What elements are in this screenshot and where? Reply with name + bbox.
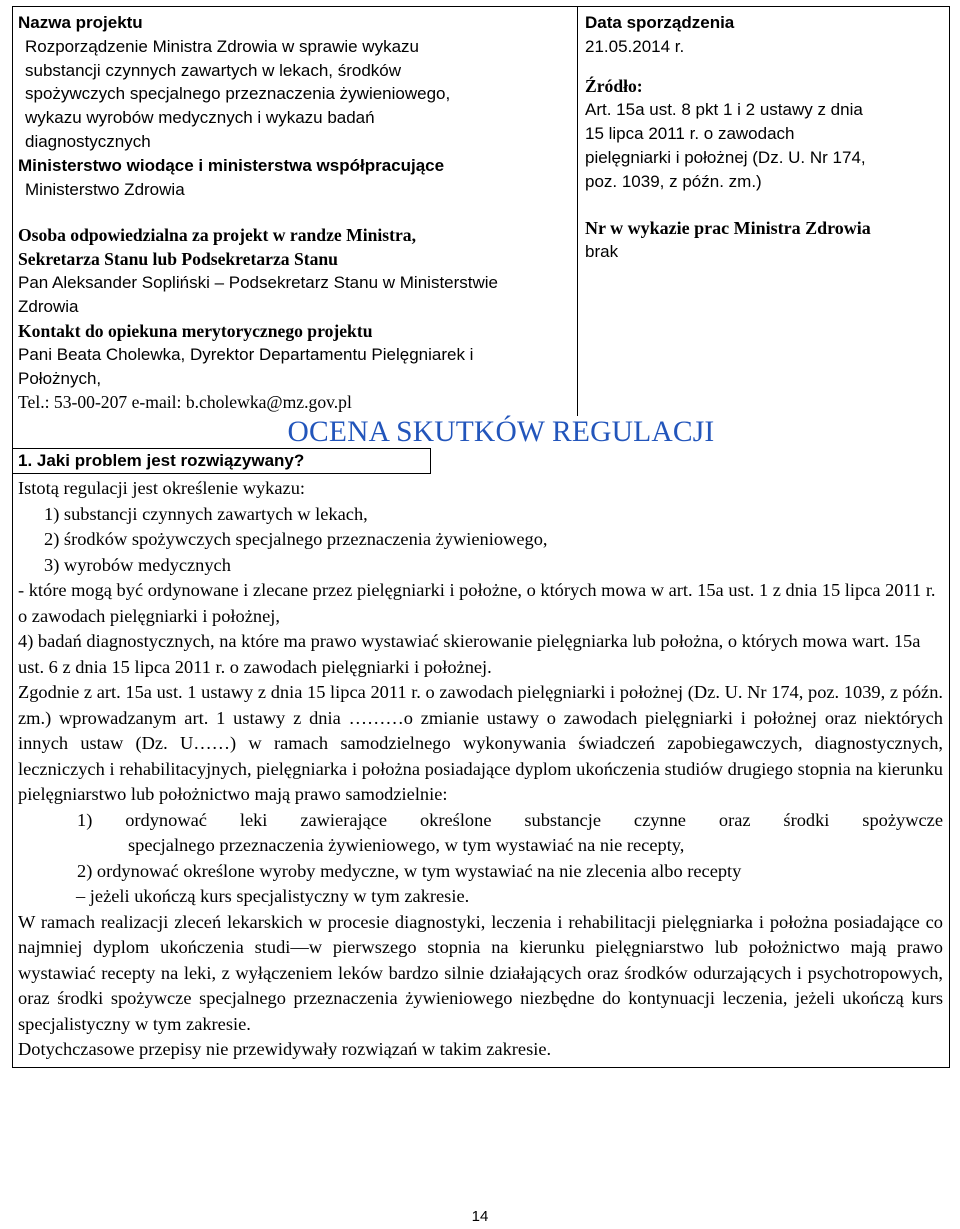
zrodlo-line: poz. 1039, z późn. zm.) bbox=[585, 171, 762, 191]
list-item-continuation: – jeżeli ukończą kurs specjalistyczny w tym zakresie. bbox=[76, 886, 470, 907]
paragraph: Zgodnie z art. 15a ust. 1 ustawy z dnia 15 lipca 2011 r. o zawodach pielęgniarki i położnej (Dz. U. Nr 174, poz. 1039, z późn. zm.) wprowadzanym art. 1 ustawy z dnia ………o zmianie ustawy o zawodach pielęgniarki i położnej oraz niektórych innych ustaw (Dz. U……) w ramach samodzielnego wykonywania świadczeń zapobiegawczych, diagnostycznych, leczniczych i rehabilitacyjnych, pielęgniarka i położna posiadające dyplom ukończenia studiów drugiego stopnia na kierunku pielęgniarstwo lub położnictwo mają prawo samodzielnie: bbox=[18, 682, 943, 805]
kontakt-line: Tel.: 53-00-207 e-mail: b.cholewka@mz.gov.pl bbox=[18, 391, 352, 412]
nazwa-value bbox=[18, 35, 577, 154]
osoba-label-line: Sekretarza Stanu lub Podsekretarza Stanu bbox=[18, 249, 338, 270]
kontakt-line: Położnych, bbox=[18, 368, 102, 388]
list-item-continuation: specjalnego przeznaczenia żywieniowego, w tym wystawiać na nie recepty, bbox=[128, 835, 685, 856]
answer-body bbox=[13, 474, 949, 1067]
page-number: 14 bbox=[471, 1208, 489, 1225]
list-item: 1) substancji czynnych zawartych w lekach, bbox=[44, 503, 368, 524]
list-item: 3) wyrobów medycznych bbox=[44, 554, 231, 575]
kontakt-value bbox=[18, 343, 577, 414]
nazwa-label: Nazwa projektu bbox=[18, 13, 143, 32]
list-item: 2) ordynować określone wyroby medyczne, w tym wystawiać na nie zlecenia albo recepty bbox=[77, 860, 742, 881]
osoba-label bbox=[18, 223, 577, 271]
list-item: 1) ordynować leki zawierające określone substancje czynne oraz środki spożywcze bbox=[77, 809, 943, 830]
nazwa-line: spożywczych specjalnego przeznaczenia żywieniowego, bbox=[25, 84, 451, 104]
kontakt-label: Kontakt do opiekuna merytorycznego projektu bbox=[18, 320, 373, 341]
data-label: Data sporządzenia bbox=[585, 13, 735, 32]
nazwa-line: Rozporządzenie Ministra Zdrowia w sprawie wykazu bbox=[25, 36, 419, 56]
osoba-value-line: Pan Aleksander Sopliński – Podsekretarz Stanu w Ministerstwie bbox=[18, 273, 499, 293]
nazwa-line: substancji czynnych zawartych w lekach, środków bbox=[25, 60, 402, 80]
ministerstwa-label: Ministerstwo wiodące i ministerstwa współpracujące bbox=[18, 155, 445, 175]
paragraph: W ramach realizacji zleceń lekarskich w procesie diagnostyki, leczenia i rehabilitacji pielęgniarka i położna posiadające co najmniej dyplom ukończenia studi—w pierwszego stopnia na kierunku pielęgniarstwo lub położnictwo mają prawo wystawiać recepty na leki, z wyłączeniem leków bardzo silnie działających oraz środków odurzających i psychotropowych, oraz środki spożywcze specjalnego przeznaczenia żywieniowego niezbędne do kontynuacji leczenia, jeżeli ukończą kurs specjalistyczny w tym zakresie. bbox=[18, 911, 943, 1034]
nr-label: Nr w wykazie prac Ministra Zdrowia bbox=[585, 217, 871, 238]
kontakt-line: Pani Beata Cholewka, Dyrektor Departamentu Pielęgniarek i bbox=[18, 344, 474, 364]
zrodlo-label: Źródło: bbox=[585, 75, 643, 96]
osoba-value-line: Zdrowia bbox=[18, 297, 79, 317]
section-title: OCENA SKUTKÓW REGULACJI bbox=[287, 416, 715, 449]
nr-value: brak bbox=[585, 241, 619, 261]
zrodlo-value bbox=[585, 98, 943, 193]
question-row bbox=[13, 448, 949, 474]
zrodlo-line: pielęgniarki i położnej (Dz. U. Nr 174, bbox=[585, 147, 866, 167]
zrodlo-line: 15 lipca 2011 r. o zawodach bbox=[585, 124, 795, 144]
list-item: 2) środków spożywczych specjalnego przeznaczenia żywieniowego, bbox=[44, 529, 548, 550]
paragraph: 4) badań diagnostycznych, na które ma prawo wystawiać skierowanie pielęgniarka lub położna, o których mowa wart. 15a ust. 6 z dnia 15 lipca 2011 r. o zawodach pielęgniarki i położnej. bbox=[18, 631, 921, 677]
data-value: 21.05.2014 r. bbox=[585, 36, 685, 56]
nazwa-line: wykazu wyrobów medycznych i wykazu badań bbox=[25, 108, 375, 128]
ocena-table bbox=[12, 6, 950, 1068]
header-right-cell bbox=[578, 7, 949, 416]
paragraph: - które mogą być ordynowane i zlecane przez pielęgniarki i położne, o których mowa w art. 15a ust. 1 z dnia 15 lipca 2011 r. o zawodach pielęgniarki i położnej, bbox=[18, 580, 936, 626]
intro-text: Istotą regulacji jest określenie wykazu: bbox=[18, 478, 305, 499]
osoba-value bbox=[18, 271, 577, 319]
osoba-label-line: Osoba odpowiedzialna za projekt w randze Ministra, bbox=[18, 225, 416, 246]
paragraph: Dotychczasowe przepisy nie przewidywały rozwiązań w takim zakresie. bbox=[18, 1039, 552, 1060]
zrodlo-line: Art. 15a ust. 8 pkt 1 i 2 ustawy z dnia bbox=[585, 100, 863, 120]
header-left-cell bbox=[13, 7, 578, 416]
header-row bbox=[13, 7, 949, 416]
nazwa-line: diagnostycznych bbox=[25, 131, 151, 151]
question-heading: 1. Jaki problem jest rozwiązywany? bbox=[13, 448, 431, 474]
page bbox=[12, 6, 950, 1068]
ministerstwo-value: Ministerstwo Zdrowia bbox=[25, 179, 185, 199]
